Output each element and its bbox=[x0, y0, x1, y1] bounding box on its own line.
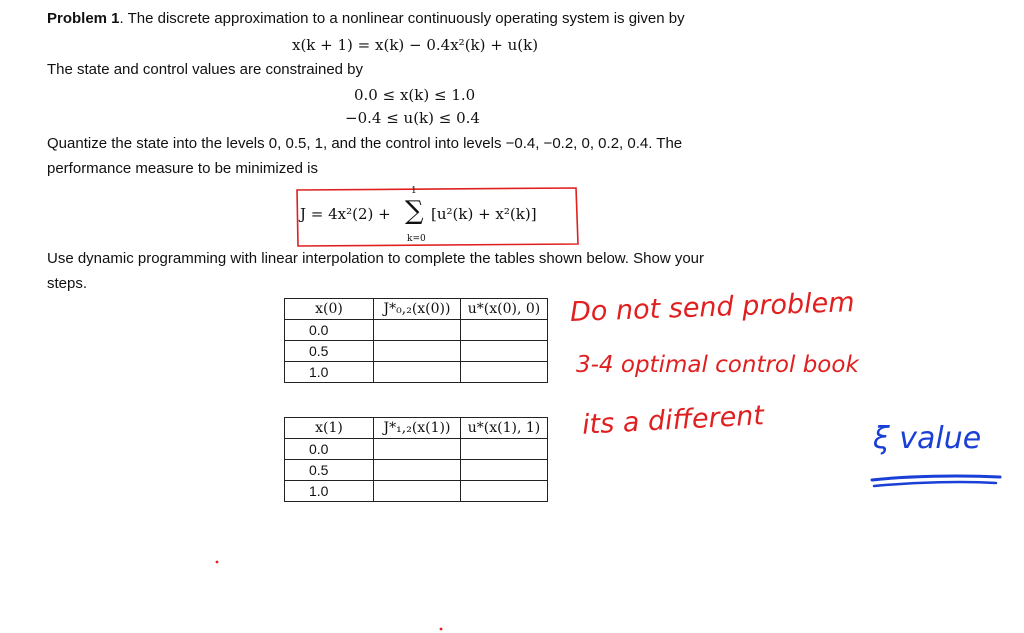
cost-cell bbox=[374, 481, 461, 502]
problem-intro bbox=[47, 10, 685, 27]
quantize-line-2: performance measure to be minimized is bbox=[47, 160, 318, 177]
table-stage-0 bbox=[284, 298, 548, 383]
blue-underline bbox=[868, 468, 1008, 494]
sum-lower-limit: k=0 bbox=[407, 234, 426, 244]
constraint-intro: The state and control values are constrained by bbox=[47, 61, 364, 78]
cost-lhs: J = 4x²(2) + bbox=[300, 205, 391, 223]
header-u1: u*(x(1), 1) bbox=[461, 418, 548, 439]
state-cell: 1.0 bbox=[285, 362, 374, 383]
problem-title: Problem 1 bbox=[47, 10, 120, 27]
cost-cell bbox=[374, 320, 461, 341]
control-cell bbox=[461, 341, 548, 362]
table-header-row bbox=[285, 299, 548, 320]
handwritten-note-4: ξ value bbox=[873, 421, 982, 456]
control-cell bbox=[461, 320, 548, 341]
table-row bbox=[285, 460, 548, 481]
problem-intro-text: . The discrete approximation to a nonlinear continuously operating system is given by bbox=[119, 10, 685, 27]
table-row bbox=[285, 362, 548, 383]
state-cell: 0.0 bbox=[285, 439, 374, 460]
cost-function bbox=[300, 205, 391, 223]
table-header-row bbox=[285, 418, 548, 439]
state-constraint: 0.0 ≤ x(k) ≤ 1.0 bbox=[354, 86, 476, 104]
cost-cell bbox=[374, 362, 461, 383]
control-cell bbox=[461, 460, 548, 481]
state-cell: 0.5 bbox=[285, 460, 374, 481]
system-equation: x(k + 1) = x(k) − 0.4x²(k) + u(k) bbox=[292, 36, 539, 54]
table-row bbox=[285, 439, 548, 460]
table-row bbox=[285, 320, 548, 341]
red-dot-mark bbox=[438, 625, 446, 633]
cost-summand: [u²(k) + x²(k)] bbox=[431, 205, 537, 223]
instructions-line-1: Use dynamic programming with linear interpolation to complete the tables shown below. Show your bbox=[47, 250, 705, 267]
cost-cell bbox=[374, 341, 461, 362]
control-constraint: −0.4 ≤ u(k) ≤ 0.4 bbox=[345, 109, 480, 127]
state-cell: 0.5 bbox=[285, 341, 374, 362]
handwritten-note-1: Do not send problem bbox=[569, 287, 855, 328]
control-cell bbox=[461, 481, 548, 502]
handwritten-note-3: its a different bbox=[581, 400, 765, 441]
header-x1: x(1) bbox=[285, 418, 374, 439]
table-stage-1 bbox=[284, 417, 548, 502]
header-j1: J*₁,₂(x(1)) bbox=[374, 418, 461, 439]
header-j0: J*₀,₂(x(0)) bbox=[374, 299, 461, 320]
quantize-line-1: Quantize the state into the levels 0, 0.5, 1, and the control into levels −0.4, −0.2, 0, 0.2, 0.4. The bbox=[47, 135, 683, 152]
header-u0: u*(x(0), 0) bbox=[461, 299, 548, 320]
state-cell: 0.0 bbox=[285, 320, 374, 341]
state-cell: 1.0 bbox=[285, 481, 374, 502]
control-cell bbox=[461, 439, 548, 460]
handwritten-note-2: 3-4 optimal control book bbox=[576, 352, 859, 378]
red-dot-mark bbox=[214, 558, 222, 566]
header-x0: x(0) bbox=[285, 299, 374, 320]
table-row bbox=[285, 341, 548, 362]
table-row bbox=[285, 481, 548, 502]
sum-symbol: ∑ bbox=[405, 196, 424, 226]
cost-cell bbox=[374, 439, 461, 460]
cost-cell bbox=[374, 460, 461, 481]
control-cell bbox=[461, 362, 548, 383]
sum-upper-limit: 1 bbox=[411, 186, 417, 196]
instructions-line-2: steps. bbox=[47, 275, 88, 292]
